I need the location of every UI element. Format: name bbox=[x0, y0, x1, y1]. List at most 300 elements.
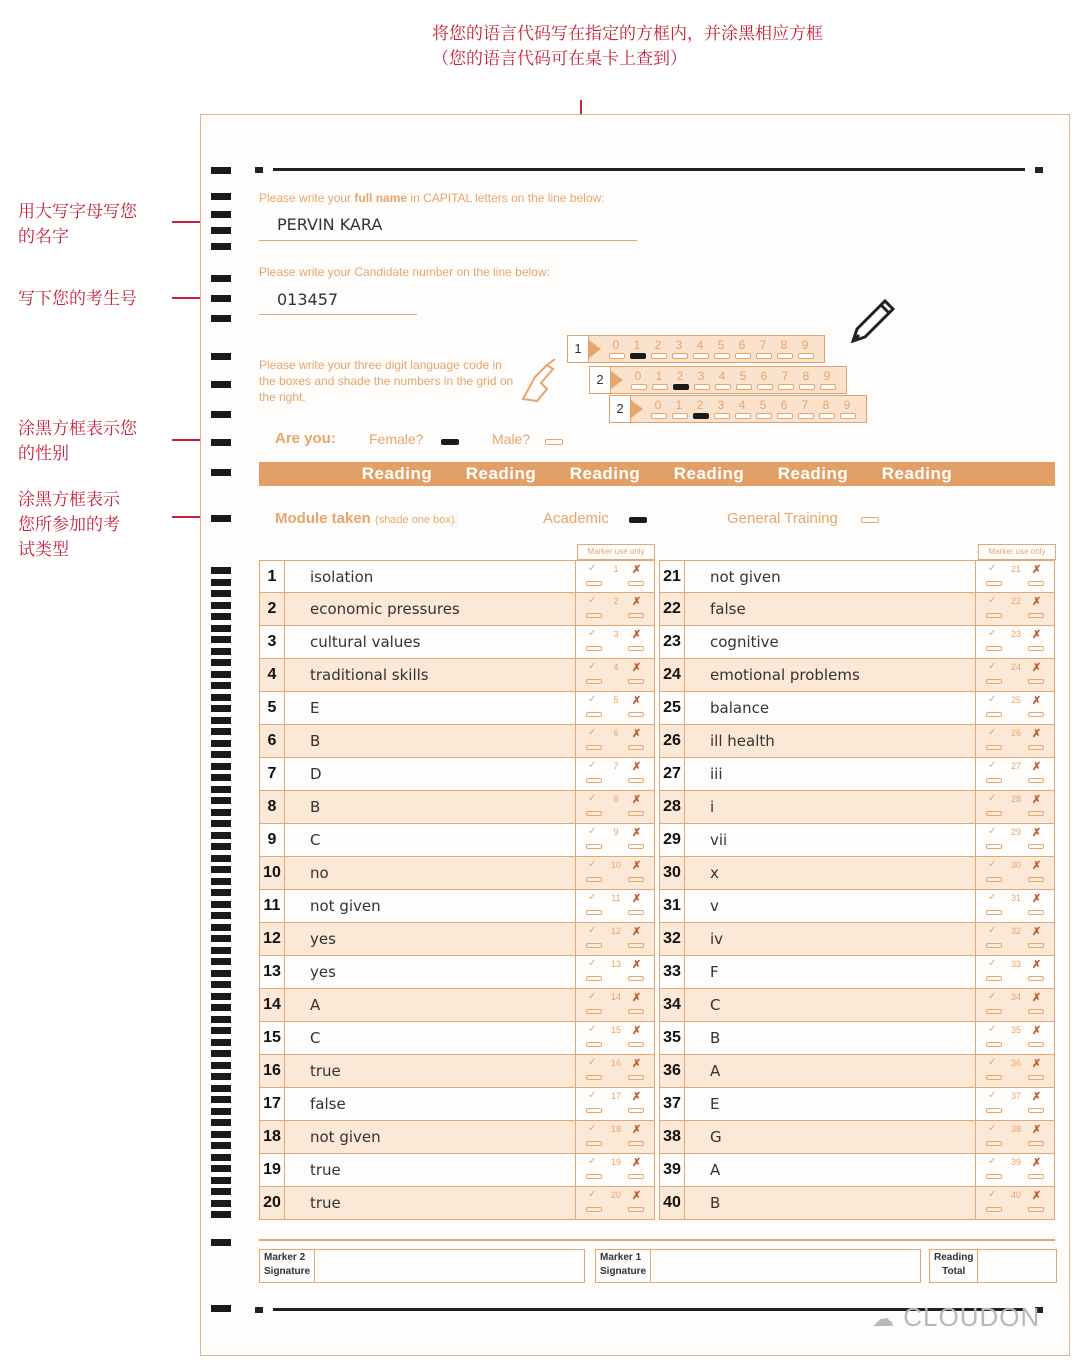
incorrect-shade-box[interactable] bbox=[1028, 745, 1044, 750]
correct-shade-box[interactable] bbox=[586, 1075, 602, 1080]
marker-number: 16 bbox=[610, 1058, 621, 1068]
answer-text[interactable]: B bbox=[710, 1194, 721, 1212]
correct-shade-box[interactable] bbox=[986, 910, 1002, 915]
correct-shade-box[interactable] bbox=[586, 613, 602, 618]
marker-box bbox=[575, 561, 654, 593]
correct-shade-box[interactable] bbox=[986, 712, 1002, 717]
cross-icon: ✗ bbox=[1032, 1091, 1042, 1103]
language-digit[interactable]: 1 bbox=[568, 336, 589, 362]
timing-mark bbox=[211, 1062, 231, 1069]
annotation-line: （您的语言代码可在桌卡上查到） bbox=[432, 49, 687, 69]
cross-icon: ✗ bbox=[632, 1058, 642, 1070]
answer-text[interactable]: B bbox=[710, 1029, 721, 1047]
general-training-shade-box[interactable] bbox=[861, 517, 879, 523]
correct-shade-box[interactable] bbox=[986, 581, 1002, 586]
cross-icon: ✗ bbox=[1032, 564, 1042, 576]
check-icon: ✓ bbox=[588, 1057, 597, 1068]
incorrect-shade-box[interactable] bbox=[1028, 1108, 1044, 1113]
incorrect-shade-box[interactable] bbox=[628, 910, 644, 915]
language-scale-option[interactable]: 0 bbox=[630, 369, 646, 383]
incorrect-shade-box[interactable] bbox=[628, 1009, 644, 1014]
answer-text[interactable]: iii bbox=[710, 765, 723, 783]
answer-number: 19 bbox=[260, 1154, 285, 1186]
answer-text[interactable]: cognitive bbox=[710, 633, 779, 651]
correct-shade-box[interactable] bbox=[986, 844, 1002, 849]
correct-shade-box[interactable] bbox=[986, 613, 1002, 618]
incorrect-shade-box[interactable] bbox=[628, 745, 644, 750]
answer-number: 8 bbox=[260, 791, 285, 823]
correct-shade-box[interactable] bbox=[586, 1108, 602, 1113]
annotation-line: 涂黑方框表示您 bbox=[18, 419, 137, 439]
language-scale-option[interactable]: 5 bbox=[755, 398, 771, 412]
incorrect-shade-box[interactable] bbox=[628, 1108, 644, 1113]
answer-text[interactable]: cultural values bbox=[310, 633, 421, 651]
check-icon: ✓ bbox=[988, 793, 997, 804]
answer-text[interactable]: no bbox=[310, 864, 329, 882]
answer-row bbox=[259, 1121, 655, 1154]
incorrect-shade-box[interactable] bbox=[1028, 646, 1044, 651]
language-scale-option[interactable]: 1 bbox=[629, 338, 645, 352]
answer-row bbox=[659, 692, 1055, 725]
answer-text[interactable]: isolation bbox=[310, 568, 374, 586]
incorrect-shade-box[interactable] bbox=[1028, 1207, 1044, 1212]
reading-label: Reading bbox=[361, 464, 433, 483]
check-icon: ✓ bbox=[588, 1189, 597, 1200]
answer-row bbox=[659, 1121, 1055, 1154]
correct-shade-box[interactable] bbox=[586, 646, 602, 651]
cross-icon: ✗ bbox=[1032, 893, 1042, 905]
cross-icon: ✗ bbox=[632, 1091, 642, 1103]
incorrect-shade-box[interactable] bbox=[628, 581, 644, 586]
answer-number: 21 bbox=[660, 561, 685, 593]
answer-row bbox=[259, 1154, 655, 1187]
language-scale-option[interactable]: 7 bbox=[755, 338, 771, 352]
corner-mark bbox=[1035, 167, 1043, 173]
answer-row bbox=[259, 659, 655, 692]
answer-number: 31 bbox=[660, 890, 685, 922]
answer-row bbox=[659, 758, 1055, 791]
answer-row bbox=[259, 989, 655, 1022]
marker1-signature-box[interactable] bbox=[595, 1249, 921, 1283]
answer-row bbox=[259, 560, 655, 593]
correct-shade-box[interactable] bbox=[986, 1009, 1002, 1014]
check-icon: ✓ bbox=[588, 1090, 597, 1101]
marker-box bbox=[575, 923, 654, 955]
incorrect-shade-box[interactable] bbox=[1028, 1009, 1044, 1014]
answer-number: 28 bbox=[660, 791, 685, 823]
answer-row bbox=[659, 659, 1055, 692]
language-scale-option[interactable]: 6 bbox=[734, 338, 750, 352]
language-scale-option[interactable]: 4 bbox=[734, 398, 750, 412]
check-icon: ✓ bbox=[988, 661, 997, 672]
marker-number: 27 bbox=[1010, 761, 1021, 771]
language-scale-option[interactable]: 0 bbox=[650, 398, 666, 412]
timing-mark bbox=[211, 820, 231, 827]
module-label-text: Module taken bbox=[275, 510, 371, 527]
answer-text[interactable]: not given bbox=[310, 897, 381, 915]
correct-shade-box[interactable] bbox=[986, 778, 1002, 783]
language-scale-option[interactable]: 8 bbox=[798, 369, 814, 383]
marker-box bbox=[975, 1121, 1054, 1153]
cross-icon: ✗ bbox=[632, 893, 642, 905]
incorrect-shade-box[interactable] bbox=[628, 679, 644, 684]
language-scale-option[interactable]: 6 bbox=[776, 398, 792, 412]
cross-icon: ✗ bbox=[632, 629, 642, 641]
answer-number: 25 bbox=[660, 692, 685, 724]
check-icon: ✓ bbox=[588, 1156, 597, 1167]
check-icon: ✓ bbox=[988, 1024, 997, 1035]
marker-box bbox=[975, 824, 1054, 856]
timing-mark bbox=[211, 786, 231, 793]
cross-icon: ✗ bbox=[632, 695, 642, 707]
marker2-signature-box[interactable] bbox=[259, 1249, 585, 1283]
answer-number: 13 bbox=[260, 956, 285, 988]
incorrect-shade-box[interactable] bbox=[628, 712, 644, 717]
correct-shade-box[interactable] bbox=[586, 844, 602, 849]
annotation-line: 试类型 bbox=[18, 540, 69, 560]
incorrect-shade-box[interactable] bbox=[1028, 679, 1044, 684]
timing-mark bbox=[211, 671, 231, 678]
timing-mark bbox=[211, 740, 231, 747]
language-scale-option[interactable]: 9 bbox=[819, 369, 835, 383]
answer-text[interactable]: false bbox=[310, 1095, 346, 1113]
cross-icon: ✗ bbox=[632, 596, 642, 608]
language-scale-option[interactable]: 3 bbox=[671, 338, 687, 352]
candidate-prompt: Please write your Candidate number on the line below: bbox=[259, 265, 550, 279]
incorrect-shade-box[interactable] bbox=[628, 1075, 644, 1080]
language-scale-option[interactable]: 6 bbox=[756, 369, 772, 383]
incorrect-shade-box[interactable] bbox=[1028, 1075, 1044, 1080]
answer-text[interactable]: traditional skills bbox=[310, 666, 429, 684]
timing-mark bbox=[211, 579, 231, 586]
marker-number: 11 bbox=[611, 893, 621, 903]
signature-rule bbox=[259, 1239, 1055, 1241]
correct-shade-box[interactable] bbox=[586, 778, 602, 783]
incorrect-shade-box[interactable] bbox=[1028, 976, 1044, 981]
timing-mark bbox=[211, 1142, 231, 1149]
marker-number: 3 bbox=[613, 629, 619, 639]
correct-shade-box[interactable] bbox=[586, 910, 602, 915]
academic-shade-box[interactable] bbox=[629, 517, 647, 523]
answer-text[interactable]: x bbox=[710, 864, 719, 882]
answer-text[interactable]: true bbox=[310, 1161, 341, 1179]
cross-icon: ✗ bbox=[632, 827, 642, 839]
incorrect-shade-box[interactable] bbox=[628, 1042, 644, 1047]
answer-row bbox=[259, 1088, 655, 1121]
timing-mark bbox=[211, 1004, 231, 1011]
answer-number: 15 bbox=[260, 1022, 285, 1054]
correct-shade-box[interactable] bbox=[586, 877, 602, 882]
cross-icon: ✗ bbox=[1032, 728, 1042, 740]
incorrect-shade-box[interactable] bbox=[1028, 778, 1044, 783]
language-scale-option[interactable]: 2 bbox=[692, 398, 708, 412]
correct-shade-box[interactable] bbox=[586, 943, 602, 948]
timing-mark bbox=[211, 567, 231, 574]
watermark bbox=[872, 1302, 1040, 1333]
marker-number: 40 bbox=[1010, 1190, 1021, 1200]
annotation-line: 的名字 bbox=[18, 227, 69, 247]
cross-icon: ✗ bbox=[632, 1157, 642, 1169]
incorrect-shade-box[interactable] bbox=[1028, 844, 1044, 849]
incorrect-shade-box[interactable] bbox=[628, 778, 644, 783]
answer-text[interactable]: true bbox=[310, 1062, 341, 1080]
annotation-language-code bbox=[432, 22, 823, 72]
language-scale-option[interactable]: 5 bbox=[713, 338, 729, 352]
answer-number: 34 bbox=[660, 989, 685, 1021]
full-name-value[interactable]: PERVIN KARA bbox=[277, 215, 383, 234]
cross-icon: ✗ bbox=[1032, 827, 1042, 839]
marker-number: 35 bbox=[1010, 1025, 1021, 1035]
correct-shade-box[interactable] bbox=[986, 943, 1002, 948]
marker-number: 12 bbox=[610, 926, 621, 936]
marker-number: 8 bbox=[613, 794, 619, 804]
answer-number: 22 bbox=[660, 593, 685, 625]
language-scale-option[interactable]: 8 bbox=[776, 338, 792, 352]
correct-shade-box[interactable] bbox=[586, 712, 602, 717]
answer-number: 7 bbox=[260, 758, 285, 790]
correct-shade-box[interactable] bbox=[986, 1141, 1002, 1146]
cross-icon: ✗ bbox=[632, 1124, 642, 1136]
marker-number: 9 bbox=[613, 827, 619, 837]
answer-text[interactable]: balance bbox=[710, 699, 770, 717]
cross-icon: ✗ bbox=[632, 992, 642, 1004]
language-code-row bbox=[589, 366, 847, 394]
language-scale-option[interactable]: 7 bbox=[797, 398, 813, 412]
incorrect-shade-box[interactable] bbox=[1028, 877, 1044, 882]
correct-shade-box[interactable] bbox=[986, 1174, 1002, 1179]
incorrect-shade-box[interactable] bbox=[628, 976, 644, 981]
incorrect-shade-box[interactable] bbox=[1028, 1141, 1044, 1146]
candidate-underline bbox=[259, 314, 417, 315]
language-scale-option[interactable]: 3 bbox=[693, 369, 709, 383]
incorrect-shade-box[interactable] bbox=[628, 877, 644, 882]
incorrect-shade-box[interactable] bbox=[1028, 613, 1044, 618]
cross-icon: ✗ bbox=[1032, 761, 1042, 773]
incorrect-shade-box[interactable] bbox=[1028, 943, 1044, 948]
gender-label: Are you: bbox=[275, 430, 336, 447]
answer-text[interactable]: F bbox=[710, 963, 719, 981]
answer-row bbox=[659, 1022, 1055, 1055]
marker-number: 21 bbox=[1010, 564, 1021, 574]
timing-mark bbox=[211, 381, 231, 388]
answer-text[interactable]: C bbox=[310, 831, 321, 849]
answer-number: 18 bbox=[260, 1121, 285, 1153]
incorrect-shade-box[interactable] bbox=[628, 844, 644, 849]
check-icon: ✓ bbox=[988, 694, 997, 705]
language-scale-option[interactable]: 9 bbox=[797, 338, 813, 352]
correct-shade-box[interactable] bbox=[586, 1009, 602, 1014]
incorrect-shade-box[interactable] bbox=[628, 943, 644, 948]
language-scale-option[interactable]: 2 bbox=[650, 338, 666, 352]
answer-number: 10 bbox=[260, 857, 285, 889]
cross-icon: ✗ bbox=[1032, 1157, 1042, 1169]
marker-box bbox=[575, 692, 654, 724]
answer-row bbox=[259, 890, 655, 923]
marker-number: 37 bbox=[1010, 1091, 1021, 1101]
incorrect-shade-box[interactable] bbox=[1028, 910, 1044, 915]
correct-shade-box[interactable] bbox=[586, 1141, 602, 1146]
cross-icon: ✗ bbox=[1032, 1025, 1042, 1037]
incorrect-shade-box[interactable] bbox=[628, 1141, 644, 1146]
reading-total-box[interactable] bbox=[929, 1249, 1057, 1283]
marker-box bbox=[975, 659, 1054, 691]
answer-text[interactable]: C bbox=[310, 1029, 321, 1047]
language-scale-option[interactable]: 1 bbox=[651, 369, 667, 383]
reading-label: Reading bbox=[881, 464, 953, 483]
answer-text[interactable]: B bbox=[310, 732, 321, 750]
module-hint: (shade one box): bbox=[375, 514, 458, 526]
correct-shade-box[interactable] bbox=[986, 1207, 1002, 1212]
language-digit[interactable]: 2 bbox=[590, 367, 611, 393]
answer-text[interactable]: B bbox=[310, 798, 321, 816]
timing-mark bbox=[211, 728, 231, 735]
cross-icon: ✗ bbox=[1032, 695, 1042, 707]
cross-icon: ✗ bbox=[632, 1190, 642, 1202]
marker-box bbox=[575, 725, 654, 757]
incorrect-shade-box[interactable] bbox=[1028, 811, 1044, 816]
answer-row bbox=[259, 593, 655, 626]
marker-number: 15 bbox=[610, 1025, 621, 1035]
correct-shade-box[interactable] bbox=[986, 811, 1002, 816]
marker-number: 14 bbox=[610, 992, 621, 1002]
correct-shade-box[interactable] bbox=[586, 1207, 602, 1212]
answer-text[interactable]: false bbox=[710, 600, 746, 618]
correct-shade-box[interactable] bbox=[986, 679, 1002, 684]
check-icon: ✓ bbox=[988, 892, 997, 903]
incorrect-shade-box[interactable] bbox=[1028, 1042, 1044, 1047]
watermark-text: CLOUDON bbox=[903, 1302, 1041, 1332]
answer-row bbox=[259, 1022, 655, 1055]
answer-text[interactable]: ill health bbox=[710, 732, 775, 750]
language-scale-option[interactable]: 9 bbox=[839, 398, 855, 412]
language-scale-option[interactable]: 3 bbox=[713, 398, 729, 412]
correct-shade-box[interactable] bbox=[986, 877, 1002, 882]
answer-number: 20 bbox=[260, 1187, 285, 1219]
incorrect-shade-box[interactable] bbox=[1028, 1174, 1044, 1179]
answer-text[interactable]: C bbox=[710, 996, 721, 1014]
correct-shade-box[interactable] bbox=[586, 1042, 602, 1047]
answer-text[interactable]: true bbox=[310, 1194, 341, 1212]
answer-text[interactable]: economic pressures bbox=[310, 600, 460, 618]
marker-number: 30 bbox=[1010, 860, 1021, 870]
answer-text[interactable]: A bbox=[710, 1161, 721, 1179]
marker-number: 29 bbox=[1010, 827, 1021, 837]
marker-number: 36 bbox=[1010, 1058, 1021, 1068]
answer-text[interactable]: yes bbox=[310, 963, 336, 981]
correct-shade-box[interactable] bbox=[986, 976, 1002, 981]
answer-text[interactable]: not given bbox=[310, 1128, 381, 1146]
arrow-marker-icon bbox=[631, 400, 643, 418]
timing-mark bbox=[211, 763, 231, 770]
answer-row bbox=[259, 1187, 655, 1220]
language-digit[interactable]: 2 bbox=[610, 396, 631, 422]
marker-number: 22 bbox=[1010, 596, 1021, 606]
correct-shade-box[interactable] bbox=[586, 745, 602, 750]
incorrect-shade-box[interactable] bbox=[1028, 581, 1044, 586]
marker-box bbox=[575, 758, 654, 790]
marker-box bbox=[975, 561, 1054, 593]
answer-text[interactable]: D bbox=[310, 765, 322, 783]
check-icon: ✓ bbox=[988, 1057, 997, 1068]
answer-text[interactable]: v bbox=[710, 897, 719, 915]
correct-shade-box[interactable] bbox=[586, 976, 602, 981]
correct-shade-box[interactable] bbox=[586, 811, 602, 816]
correct-shade-box[interactable] bbox=[586, 679, 602, 684]
answer-text[interactable]: vii bbox=[710, 831, 728, 849]
answer-text[interactable]: emotional problems bbox=[710, 666, 860, 684]
incorrect-shade-box[interactable] bbox=[628, 613, 644, 618]
language-scale-option[interactable]: 4 bbox=[692, 338, 708, 352]
marker-box bbox=[975, 593, 1054, 625]
marker-box bbox=[575, 956, 654, 988]
language-scale-option[interactable]: 0 bbox=[608, 338, 624, 352]
marker-box bbox=[975, 1187, 1054, 1219]
answer-text[interactable]: i bbox=[710, 798, 715, 816]
language-scale-option[interactable]: 4 bbox=[714, 369, 730, 383]
language-scale-option[interactable]: 2 bbox=[672, 369, 688, 383]
answer-row bbox=[259, 725, 655, 758]
timing-mark bbox=[211, 469, 231, 476]
correct-shade-box[interactable] bbox=[986, 1042, 1002, 1047]
answer-text[interactable]: A bbox=[710, 1062, 721, 1080]
answer-text[interactable]: E bbox=[310, 699, 320, 717]
candidate-number-value[interactable]: 013457 bbox=[277, 290, 339, 309]
correct-shade-box[interactable] bbox=[586, 1174, 602, 1179]
incorrect-shade-box[interactable] bbox=[628, 1207, 644, 1212]
incorrect-shade-box[interactable] bbox=[628, 1174, 644, 1179]
answer-number: 14 bbox=[260, 989, 285, 1021]
language-scale-option[interactable]: 8 bbox=[818, 398, 834, 412]
cross-icon: ✗ bbox=[1032, 629, 1042, 641]
marker-number: 19 bbox=[610, 1157, 621, 1167]
answer-number: 36 bbox=[660, 1055, 685, 1087]
correct-shade-box[interactable] bbox=[986, 1108, 1002, 1113]
incorrect-shade-box[interactable] bbox=[628, 646, 644, 651]
answer-text[interactable]: A bbox=[310, 996, 321, 1014]
correct-shade-box[interactable] bbox=[986, 745, 1002, 750]
answer-number: 37 bbox=[660, 1088, 685, 1120]
marker1-signature-label bbox=[596, 1250, 651, 1282]
check-icon: ✓ bbox=[588, 958, 597, 969]
marker-use-only-right: Marker use only bbox=[978, 544, 1056, 560]
timing-mark bbox=[211, 353, 231, 360]
timing-mark bbox=[211, 227, 231, 234]
language-scale-option[interactable]: 1 bbox=[671, 398, 687, 412]
check-icon: ✓ bbox=[988, 859, 997, 870]
answer-text[interactable]: not given bbox=[710, 568, 781, 586]
incorrect-shade-box[interactable] bbox=[628, 811, 644, 816]
answer-text[interactable]: G bbox=[710, 1128, 722, 1146]
incorrect-shade-box[interactable] bbox=[1028, 712, 1044, 717]
language-scale-option[interactable]: 5 bbox=[735, 369, 751, 383]
correct-shade-box[interactable] bbox=[586, 581, 602, 586]
answer-text[interactable]: E bbox=[710, 1095, 720, 1113]
answer-row bbox=[259, 791, 655, 824]
male-shade-box[interactable] bbox=[545, 439, 563, 445]
female-shade-box[interactable] bbox=[441, 439, 459, 445]
language-scale-option[interactable]: 7 bbox=[777, 369, 793, 383]
answer-text[interactable]: iv bbox=[710, 930, 724, 948]
answer-number: 17 bbox=[260, 1088, 285, 1120]
answer-text[interactable]: yes bbox=[310, 930, 336, 948]
marker-box bbox=[575, 824, 654, 856]
marker-box bbox=[975, 758, 1054, 790]
timing-mark bbox=[211, 1165, 231, 1172]
answer-number: 1 bbox=[260, 561, 285, 593]
correct-shade-box[interactable] bbox=[986, 646, 1002, 651]
timing-mark bbox=[211, 843, 231, 850]
correct-shade-box[interactable] bbox=[986, 1075, 1002, 1080]
